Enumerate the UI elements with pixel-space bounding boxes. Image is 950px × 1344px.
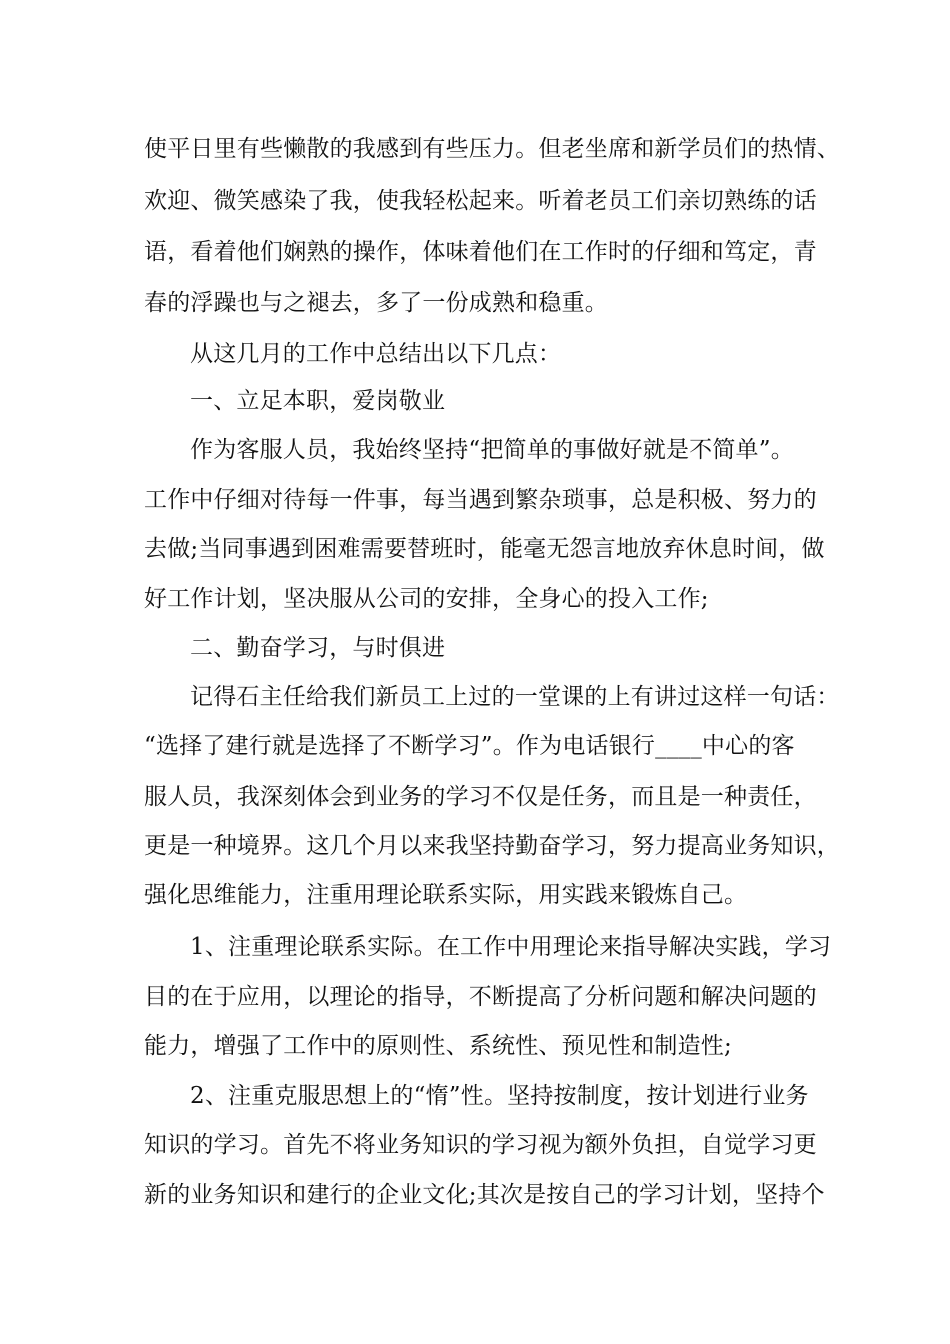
text-line: 知识的学习。首先不将业务知识的学习视为额外负担，自觉学习更 [144, 1132, 817, 1158]
text-line: 好工作计划，坚决服从公司的安排，全身心的投入工作; [144, 586, 709, 612]
list-item: 1、注重理论联系实际。在工作中用理论来指导解决实践，学习 [190, 934, 832, 960]
section-heading: 一、立足本职，爱岗敬业 [190, 388, 446, 414]
text-line: 从这几月的工作中总结出以下几点： [190, 341, 562, 367]
text-line: 更是一种境界。这几个月以来我坚持勤奋学习，努力提高业务知识， [144, 833, 840, 859]
text-line: 强化思维能力，注重用理论联系实际，用实践来锻炼自己。 [144, 882, 748, 908]
list-item: 2、注重克服思想上的“惰”性。坚持按制度，按计划进行业务 [190, 1083, 809, 1109]
section-heading: 二、勤奋学习，与时俱进 [190, 635, 446, 661]
text-line: 服人员，我深刻体会到业务的学习不仅是任务，而且是一种责任， [144, 784, 817, 810]
text-line: 工作中仔细对待每一件事，每当遇到繁杂琐事，总是积极、努力的 [144, 487, 817, 513]
text-line: 去做;当同事遇到困难需要替班时，能毫无怨言地放弃休息时间，做 [144, 536, 825, 562]
text-line: 目的在于应用，以理论的指导，不断提高了分析问题和解决问题的 [144, 984, 817, 1010]
text-line: 作为客服人员，我始终坚持“把简单的事做好就是不简单”。 [190, 437, 794, 463]
text-line: 新的业务知识和建行的企业文化;其次是按自己的学习计划，坚持个 [144, 1182, 825, 1208]
text-line: 春的浮躁也与之褪去，多了一份成熟和稳重。 [144, 290, 608, 316]
text-line: 语，看着他们娴熟的操作，体味着他们在工作时的仔细和笃定，青 [144, 239, 817, 265]
text-line: 使平日里有些懒散的我感到有些压力。但老坐席和新学员们的热情、 [144, 136, 840, 162]
text-line: “选择了建行就是选择了不断学习”。作为电话银行____中心的客 [144, 733, 795, 759]
text-line: 能力，增强了工作中的原则性、系统性、预见性和制造性; [144, 1033, 732, 1059]
text-line: 欢迎、微笑感染了我，使我轻松起来。听着老员工们亲切熟练的话 [144, 188, 817, 214]
text-line: 记得石主任给我们新员工上过的一堂课的上有讲过这样一句话： [190, 684, 840, 710]
